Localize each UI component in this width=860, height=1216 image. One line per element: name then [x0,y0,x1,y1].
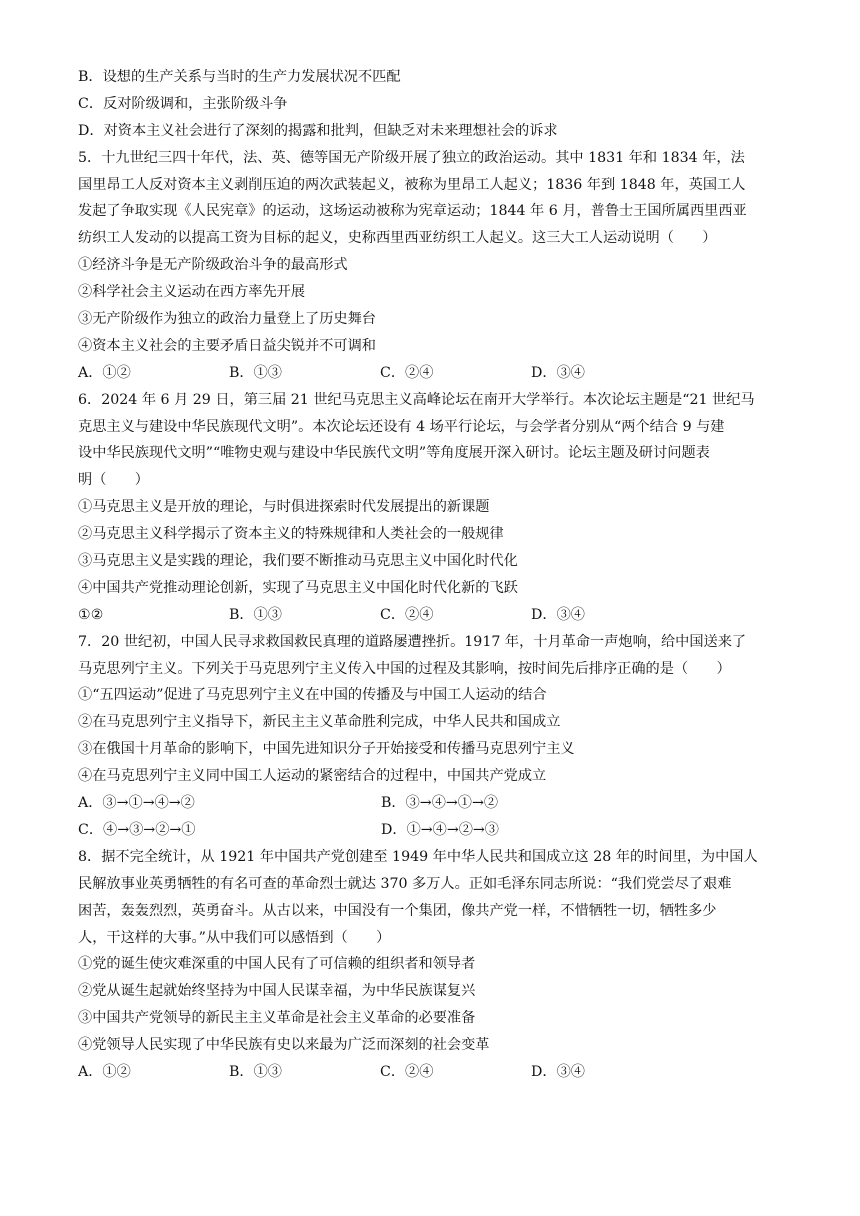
answer-options [78,602,790,629]
option-a[interactable]: A．①② [78,1063,131,1080]
option-c[interactable]: C．②④ [380,364,434,381]
question-8 [78,844,790,1086]
option-a[interactable]: A．①② [78,364,131,381]
prev-question-options [78,64,790,145]
statement-1: ①“五四运动”促进了马克思列宁主义在中国的传播及与中国工人运动的结合 [78,687,547,704]
statement-2: ②科学社会主义运动在西方率先开展 [78,284,306,301]
statement-3: ③无产阶级作为独立的政治力量登上了历史舞台 [78,311,376,328]
option-d[interactable]: D．③④ [531,606,585,623]
option-a[interactable]: A．③→①→④→② [78,795,195,812]
question-stem-line: 7．20 世纪初，中国人民寻求救国救民真理的道路屡遭挫折。1917 年，十月革命一声炮响，给中国送来了 [78,633,747,650]
question-stem-line: 设中华民族现代文明”“唯物史观与建设中华民族代文明”等角度展开深入研讨。论坛主题及研讨问题表 [78,445,710,462]
option-c[interactable]: C．②④ [380,606,434,623]
option-d[interactable]: D．③④ [531,1063,585,1080]
statement-2: ②马克思主义科学揭示了资本主义的特殊规律和人类社会的一般规律 [78,526,504,543]
answer-options-row [78,790,790,817]
option-b[interactable]: B．设想的生产关系与当时的生产力发展状况不匹配 [78,69,401,85]
statement-3: ③在俄国十月革命的影响下，中国先进知识分子开始接受和传播马克思列宁主义 [78,741,575,758]
question-stem-line: 5．十九世纪三四十年代，法、英、德等国无产阶级开展了独立的政治运动。其中 1831 年和 1834 年，法 [78,149,745,166]
option-d[interactable]: D．③④ [531,364,585,381]
statement-4: ④资本主义社会的主要矛盾日益尖锐并不可调和 [78,337,376,354]
option-b[interactable]: B．③→④→①→② [381,795,499,812]
option-b[interactable]: B．①③ [229,364,282,381]
question-stem-line: 困苦，轰轰烈烈，英勇奋斗。从古以来，中国没有一个集团，像共产党一样，不惜牺牲一切，牺牲多少 [78,902,717,919]
statement-2: ②党从诞生起就始终坚持为中国人民谋幸福，为中华民族谋复兴 [78,983,476,1000]
question-stem-line: 民解放事业英勇牺牲的有名可查的革命烈士就达 370 多万人。正如毛泽东同志所说：“我们党尝尽了艰难 [78,875,732,892]
option-d[interactable]: D．①→④→②→③ [381,821,499,838]
statement-3: ③马克思主义是实践的理论，我们要不断推动马克思主义中国化时代化 [78,553,518,570]
option-b[interactable]: B．①③ [229,1063,282,1080]
question-stem-line: 明（ ） [78,472,149,489]
question-stem-line: 克思主义与建设中华民族现代文明”。本次论坛还设有 4 场平行论坛，与会学者分别从“两个结合 9 与建 [78,418,725,435]
option-c[interactable]: C．②④ [380,1063,434,1080]
option-b[interactable]: B．①③ [229,606,282,623]
question-stem-line: 6．2024 年 6 月 29 日，第三届 21 世纪马克思主义高峰论坛在南开大学举行。本次论坛主题是“21 世纪马 [78,391,755,408]
statement-4: ④党领导人民实现了中华民族有史以来最为广泛而深刻的社会变革 [78,1037,490,1054]
exam-page [78,64,790,1086]
answer-options-row [78,817,790,844]
question-stem-line: 国里昂工人反对资本主义剥削压迫的两次武装起义，被称为里昂工人起义；1836 年到 1848 年，英国工人 [78,176,746,193]
option-c[interactable]: C．反对阶级调和，主张阶级斗争 [78,95,288,112]
question-5 [78,145,790,387]
statement-4: ④在马克思列宁主义同中国工人运动的紧密结合的过程中，中国共产党成立 [78,768,547,785]
option-a[interactable]: ①② [78,606,104,623]
question-stem-line: 人，干这样的大事。”从中我们可以感悟到（ ） [78,929,391,946]
question-stem-line: 8．据不完全统计，从 1921 年中国共产党创建至 1949 年中华人民共和国成立这 28 年的时间里，为中国人 [78,848,758,865]
statement-2: ②在马克思列宁主义指导下，新民主主义革命胜利完成，中华人民共和国成立 [78,714,561,731]
answer-options [78,360,790,387]
statement-1: ①经济斗争是无产阶级政治斗争的最高形式 [78,257,348,274]
statement-4: ④中国共产党推动理论创新，实现了马克思主义中国化时代化新的飞跃 [78,579,518,596]
answer-options [78,1059,790,1086]
statement-1: ①党的诞生使灾难深重的中国人民有了可信赖的组织者和领导者 [78,956,476,973]
option-d[interactable]: D．对资本主义社会进行了深刻的揭露和批判，但缺乏对未来理想社会的诉求 [78,122,558,139]
question-6 [78,387,790,629]
option-c[interactable]: C．④→③→②→① [78,821,196,838]
statement-3: ③中国共产党领导的新民主主义革命是社会主义革命的必要准备 [78,1010,476,1027]
question-stem-line: 发起了争取实现《人民宪章》的运动，这场运动被称为宪章运动；1844 年 6 月，普鲁士王国所属西里西亚 [78,203,747,220]
question-stem-line: 纺织工人发动的以提高工资为目标的起义，史称西里西亚纺织工人起义。这三大工人运动说明（ ） [78,230,717,247]
question-stem-line: 马克思列宁主义。下列关于马克思列宁主义传入中国的过程及其影响，按时间先后排序正确的是（ ） [78,660,731,677]
statement-1: ①马克思主义是开放的理论，与时俱进探索时代发展提出的新课题 [78,499,490,516]
question-7 [78,629,790,844]
